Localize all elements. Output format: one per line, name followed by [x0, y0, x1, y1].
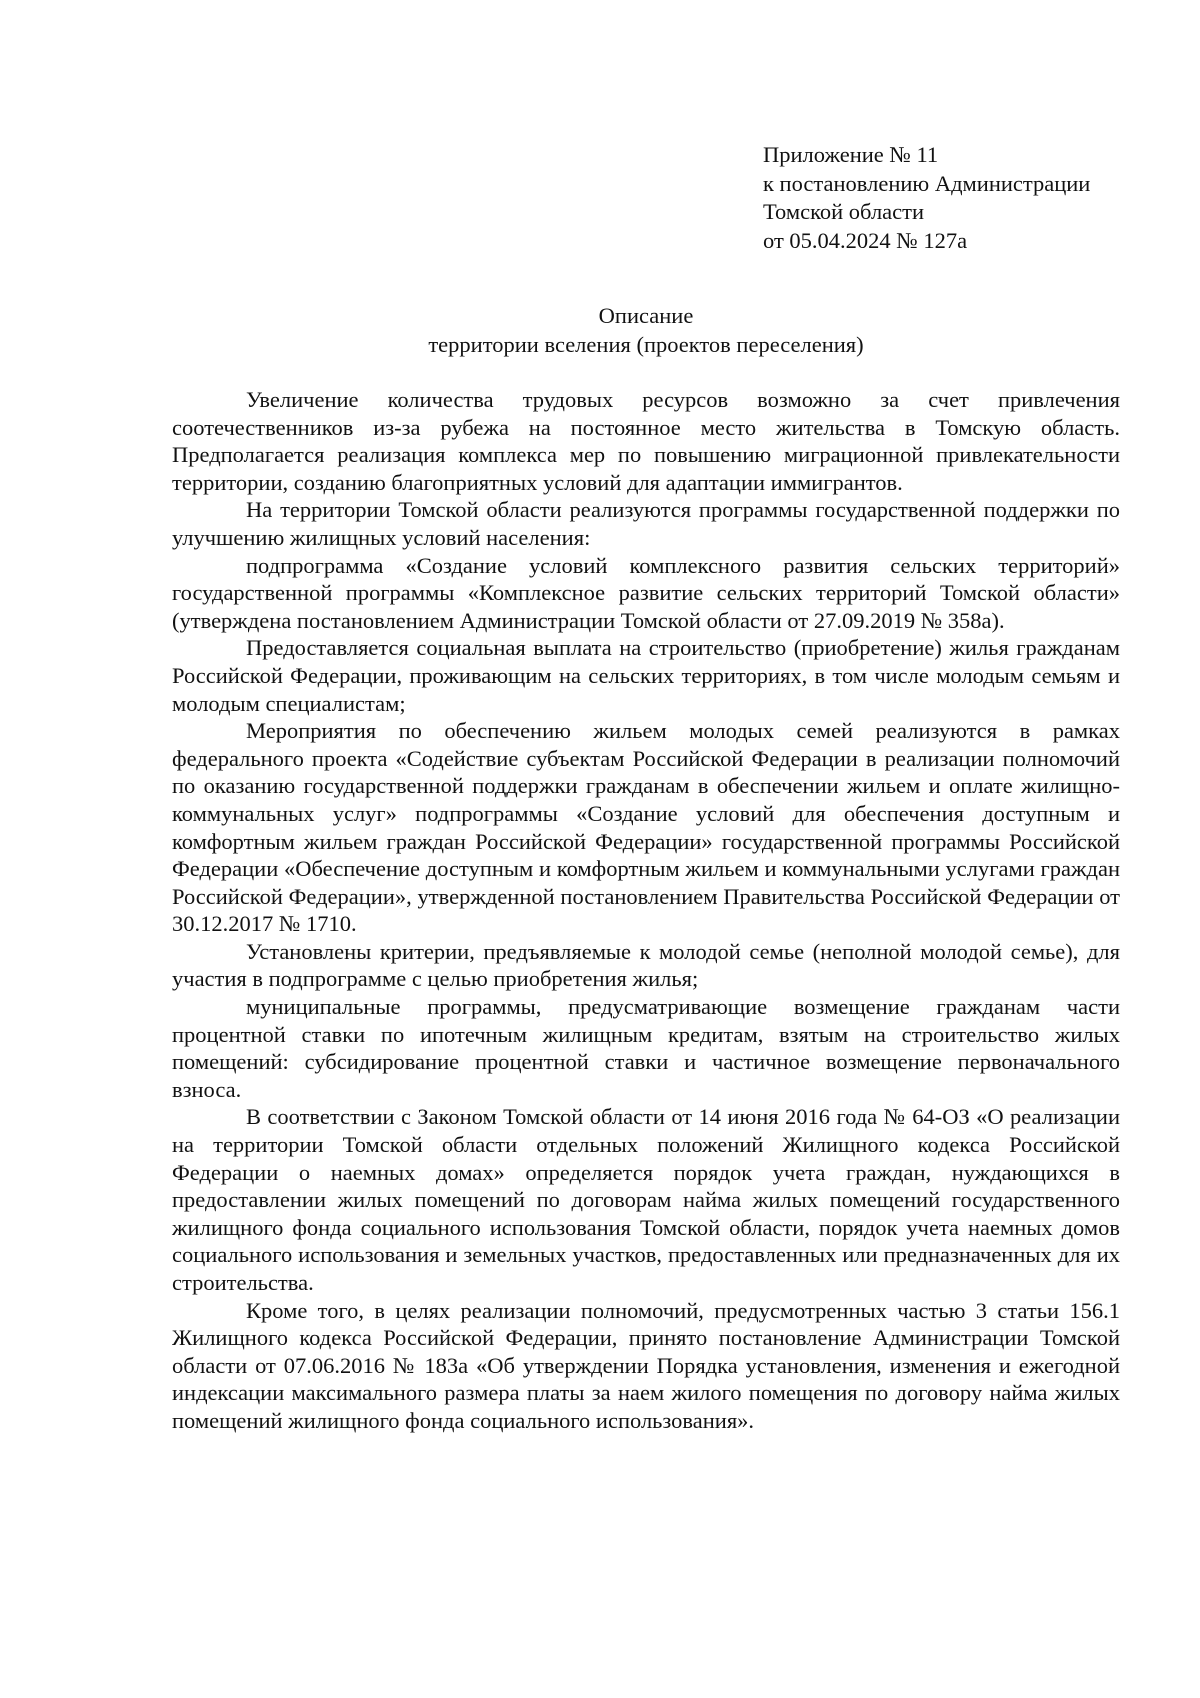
paragraph-labor-resources: Увеличение количества трудовых ресурсов возможно за счет привлечения соотечественников из-за рубежа на постоянное место жительства в Томскую область. Предполагается реализация комплекса мер по повышению миграционной привлекательности территории, созданию благоприятных условий для адаптации иммигрантов.: [172, 387, 1120, 495]
document-subtitle: территории вселения (проектов переселения): [428, 332, 864, 357]
paragraph-housing-programs: На территории Томской области реализуются программы государственной поддержки по улучшению жилищных условий населения:: [172, 497, 1120, 550]
paragraph-young-families: Мероприятия по обеспечению жильем молодых семей реализуются в рамках федерального проекта «Содействие субъектам Российской Федерации в реализации полномочий по оказанию государственной поддержки гражданам в обеспечении жильем и оплате жилищно-коммунальных услуг» подпрограммы «Создание условий для обеспечения доступным и комфортным жильем граждан Российской Федерации» государственной программы Российской Федерации «Обеспечение доступным и комфортным жильем и коммунальными услугами граждан Российской Федерации», утвержденной постановлением Правительства Российской Федерации от 30.12.2017 № 1710.: [172, 718, 1120, 937]
document-body: [172, 386, 1120, 1435]
appendix-region: Томской области: [763, 199, 925, 224]
document-title: Описание: [598, 303, 694, 328]
appendix-date-number: от 05.04.2024 № 127а: [763, 227, 968, 253]
paragraph-criteria: Установлены критерии, предъявляемые к молодой семье (неполной молодой семье), для участия в подпрограмме с целью приобретения жилья;: [172, 938, 1120, 992]
appendix-header: [763, 141, 1090, 255]
appendix-resolution-ref: к постановлению Администрации: [763, 170, 1091, 196]
paragraph-social-payment: Предоставляется социальная выплата на строительство (приобретение) жилья гражданам Российской Федерации, проживающим на сельских территориях, в том числе молодым семьям и молодым специалистам;: [172, 635, 1120, 716]
appendix-number: Приложение № 11: [763, 142, 939, 167]
paragraph-rent-fee-resolution: Кроме того, в целях реализации полномочий, предусмотренных частью 3 статьи 156.1 Жилищного кодекса Российской Федерации, принято постановление Администрации Томской области от 07.06.2016 № 183а «Об утверждении Порядка установления, изменения и ежегодной индексации максимального размера платы за наем жилого помещения по договору найма жилых помещений жилищного фонда социального использования».: [172, 1297, 1120, 1433]
paragraph-rural-subprogram: подпрограмма «Создание условий комплексного развития сельских территорий» государственной программы «Комплексное развитие сельских территорий Томской области» (утверждена постановлением Администрации Томской области от 27.09.2019 № 358а).: [172, 552, 1120, 633]
paragraph-municipal-programs: муниципальные программы, предусматривающие возмещение гражданам части процентной ставки по ипотечным жилищным кредитам, взятым на строительство жилых помещений: субсидирование процентной ставки и частичное возмещение первоначального взноса.: [172, 994, 1120, 1102]
paragraph-rental-law: В соответствии с Законом Томской области от 14 июня 2016 года № 64-ОЗ «О реализации на территории Томской области отдельных положений Жилищного кодекса Российской Федерации о наемных домах» определяется порядок учета граждан, нуждающихся в предоставлении жилых помещений по договорам найма жилых помещений государственного жилищного фонда социального использования Томской области, порядок учета наемных домов социального использования и земельных участков, предоставленных или предназначенных для их строительства.: [172, 1104, 1120, 1295]
